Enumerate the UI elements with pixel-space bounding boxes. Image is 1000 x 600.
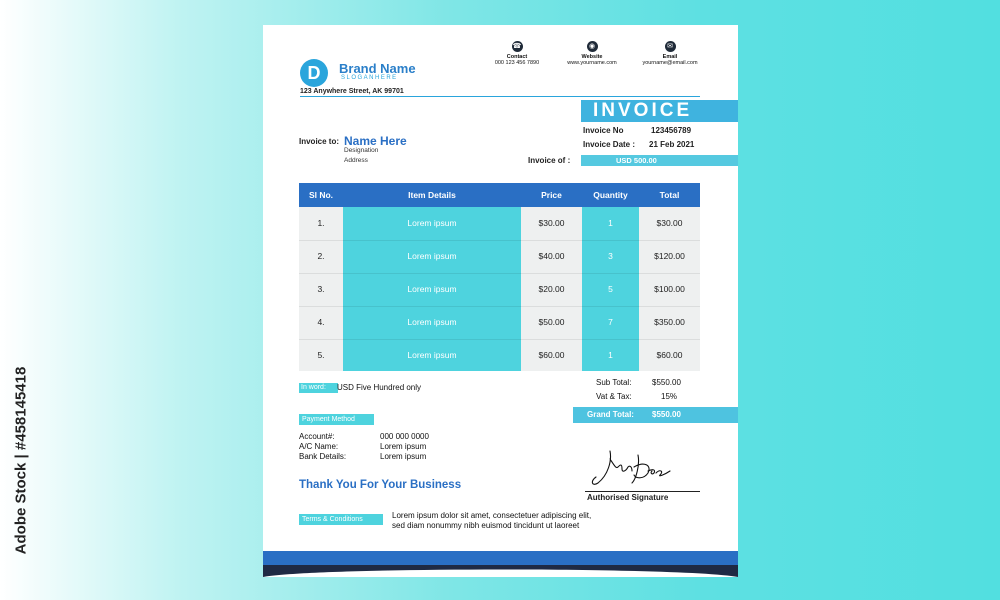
website-value: www.yourname.com — [567, 60, 617, 66]
cell-total: $100.00 — [654, 284, 685, 294]
invoice-number-label: Invoice No — [583, 126, 624, 135]
contact-label: Contact — [506, 54, 528, 60]
cell-sl: 4. — [317, 317, 325, 327]
header-price: Price — [541, 190, 562, 200]
cell-price: $30.00 — [538, 218, 565, 228]
website-label: Website — [581, 54, 603, 60]
brand-name: Brand Name — [339, 61, 416, 76]
terms-label: Terms & Conditions — [299, 514, 383, 525]
cell-item: Lorem ipsum — [407, 317, 457, 327]
cell-total: $30.00 — [656, 218, 683, 228]
contact-website — [557, 41, 627, 66]
mail-icon: ✉ — [665, 41, 676, 52]
company-address: 123 Anywhere Street, AK 99701 — [300, 88, 404, 95]
items-table — [299, 183, 700, 371]
bank-details-label: Bank Details: — [299, 452, 347, 461]
payment-method-label: Payment Method — [299, 414, 374, 425]
cell-sl: 5. — [317, 350, 325, 360]
cell-qty: 5 — [608, 284, 613, 294]
invoice-of-label: Invoice of : — [528, 156, 571, 165]
grand-total-bar — [573, 407, 738, 423]
cell-sl: 2. — [317, 251, 325, 261]
table-header — [299, 183, 700, 207]
brand-logo-icon — [300, 59, 328, 87]
contact-phone — [482, 41, 552, 66]
cell-item: Lorem ipsum — [407, 350, 457, 360]
signature-label: Authorised Signature — [587, 493, 669, 502]
invoice-date-value: 21 Feb 2021 — [649, 140, 695, 149]
invoice-to-label: Invoice to: — [299, 137, 340, 146]
contact-value: 000 123 456 7890 — [494, 60, 540, 66]
subtotal-label: Sub Total: — [596, 378, 632, 387]
signature-line — [585, 491, 700, 492]
recipient-name: Name Here — [344, 134, 407, 148]
phone-icon: ☎ — [512, 43, 522, 50]
cell-qty: 1 — [608, 218, 613, 228]
stock-id-watermark — [10, 360, 32, 560]
grand-total-label: Grand Total: — [587, 410, 634, 419]
cell-price: $40.00 — [538, 251, 565, 261]
header-quantity: Quantity — [593, 190, 628, 200]
account-value: 000 000 0000 — [380, 432, 429, 441]
ac-name-value: Lorem ipsum — [380, 442, 427, 451]
grand-total-value: $550.00 — [652, 410, 681, 419]
invoice-title: INVOICE — [581, 100, 738, 122]
vat-value: 15% — [661, 392, 678, 401]
account-label: Account#: — [299, 432, 335, 441]
cell-item: Lorem ipsum — [407, 251, 457, 261]
signature-image — [588, 445, 678, 491]
in-word-label: In word: — [299, 383, 338, 393]
globe-icon: ◉ — [587, 41, 598, 52]
header-item: Item Details — [408, 190, 456, 200]
email-value: yourname@email.com — [642, 60, 698, 66]
cell-total: $60.00 — [656, 350, 683, 360]
cell-qty: 1 — [608, 350, 613, 360]
cell-price: $20.00 — [538, 284, 565, 294]
recipient-designation: Designation — [344, 147, 379, 154]
footer-curve — [263, 565, 738, 577]
contact-email — [635, 41, 705, 66]
stock-id-text: Adobe Stock | #458145418 — [12, 366, 30, 554]
brand-slogan: SLOGANHERE — [341, 75, 398, 81]
email-label: Email — [662, 54, 678, 60]
footer-bar — [263, 551, 738, 565]
ac-name-label: A/C Name: — [299, 442, 339, 451]
invoice-page — [263, 25, 738, 577]
subtotal-value: $550.00 — [652, 378, 681, 387]
cell-sl: 3. — [317, 284, 325, 294]
terms-line-1: Lorem ipsum dolor sit amet, consectetuer adipiscing elit, — [392, 511, 592, 520]
header-divider — [300, 96, 700, 97]
cell-total: $350.00 — [654, 317, 685, 327]
logo-letter: D — [307, 62, 321, 83]
invoice-number-value: 123456789 — [651, 126, 692, 135]
cell-qty: 3 — [608, 251, 613, 261]
cell-sl: 1. — [317, 218, 325, 228]
bank-details-value: Lorem ipsum — [380, 452, 427, 461]
header-sl: Sl No. — [308, 190, 334, 200]
cell-item: Lorem ipsum — [407, 218, 457, 228]
cell-price: $50.00 — [538, 317, 565, 327]
terms-line-2: sed diam nonummy nibh euismod tincidunt ut laoreet — [392, 521, 580, 530]
vat-label: Vat & Tax: — [596, 392, 632, 401]
in-word-value: USD Five Hundred only — [337, 383, 422, 392]
invoice-date-label: Invoice Date : — [583, 140, 636, 149]
cell-price: $60.00 — [538, 350, 565, 360]
header-total: Total — [659, 190, 680, 200]
thank-you-message: Thank You For Your Business — [299, 479, 462, 491]
recipient-address: Address — [344, 157, 368, 164]
cell-qty: 7 — [608, 317, 613, 327]
cell-total: $120.00 — [654, 251, 685, 261]
invoice-of-value: USD 500.00 — [581, 155, 738, 166]
cell-item: Lorem ipsum — [407, 284, 457, 294]
